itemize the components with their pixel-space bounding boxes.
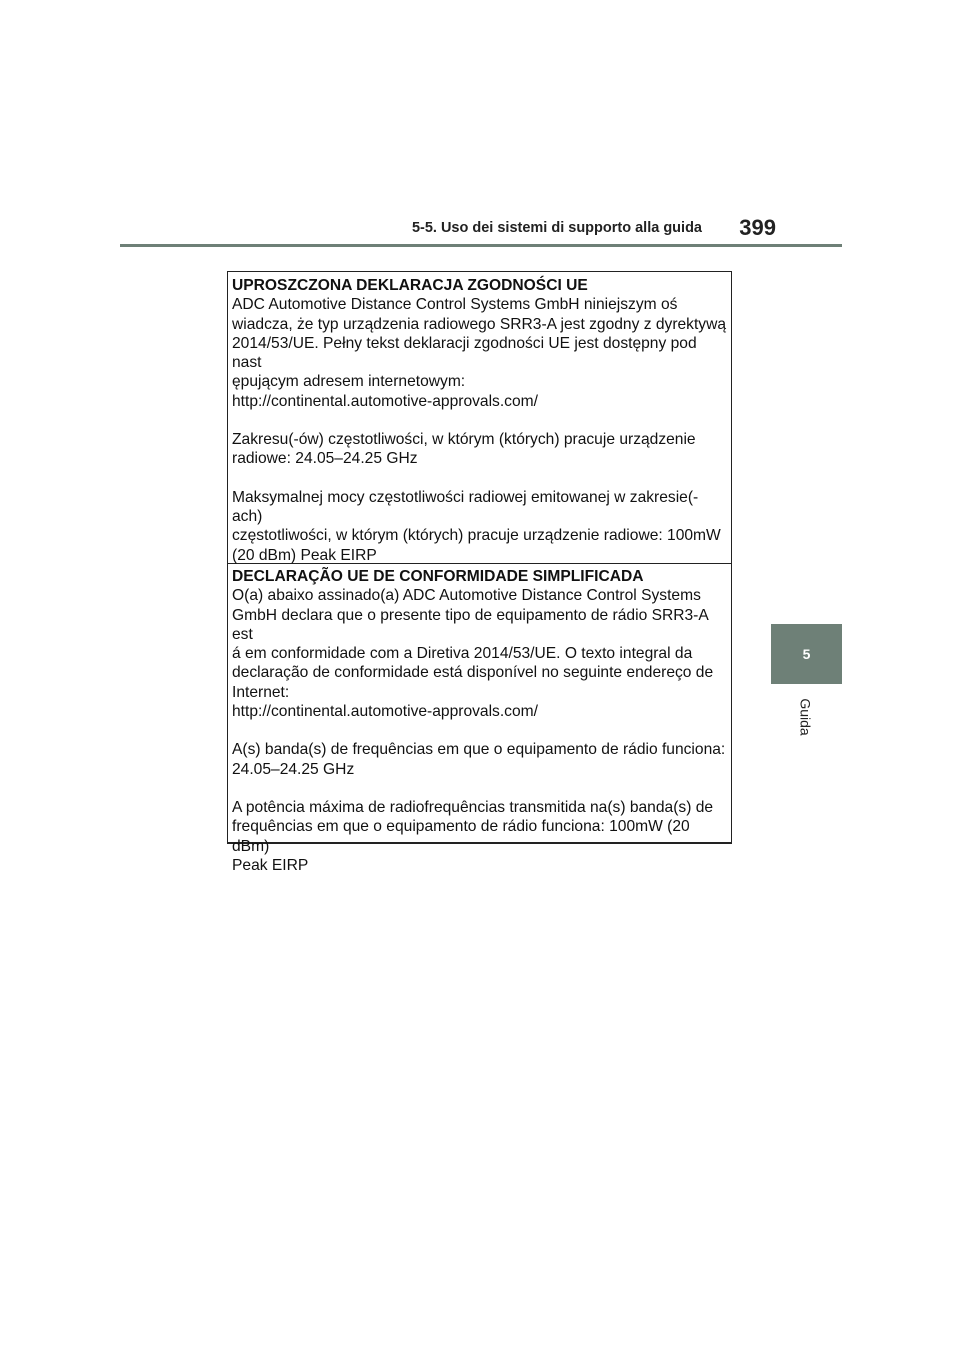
section-title: 5-5. Uso dei sistemi di supporto alla guida (411, 220, 702, 236)
chapter-label: Guida (797, 698, 814, 736)
declaration-paragraph: Maksymalnej mocy częstotliwości radiowej emitowanej w zakresie(-ach) częstotliwości, w którym (których) pracuje urządzenie radiowe: 100mW (20 dBm) Peak EIRP (232, 488, 721, 564)
header-rule (120, 244, 842, 247)
declaration-title: UPROSZCZONA DEKLARACJA ZGODNOŚCI UE (232, 277, 588, 294)
declaration-box-polish (227, 271, 732, 564)
declaration-box-portuguese (227, 563, 732, 874)
declaration-paragraph: A(s) banda(s) de frequências em que o equipamento de rádio funciona: 24.05–24.25 GHz (232, 741, 726, 778)
chapter-label-container (786, 692, 826, 742)
declaration-paragraph: ADC Automotive Distance Control Systems GmbH niniejszym oś wiadcza, że typ urządzenia radiowego SRR3-A jest zgodny z dyrektywą 2014/53/UE. Pełny tekst deklaracji zgodności UE jest dostępny pod nast ępującym adresem internetowym: http://continental.automotive-approvals.com/ (232, 296, 727, 410)
declaration-paragraph: Zakresu(-ów) częstotliwości, w którym (których) pracuje urządzenie radiowe: 24.05–24.25 GHz (232, 431, 696, 468)
declaration-paragraph: O(a) abaixo assinado(a) ADC Automotive Distance Control Systems GmbH declara que o presente tipo de equipamento de rádio SRR3-A est á em conformidade com a Diretiva 2014/53/UE. O texto integral da declaração de conformidade está disponível no seguinte endereço de Internet: http://continental.automotive-approvals.com/ (232, 587, 714, 721)
chapter-number: 5 (802, 646, 811, 662)
declaration-title: DECLARAÇÃO UE DE CONFORMIDADE SIMPLIFICADA (232, 568, 644, 585)
declaration-paragraph: A potência máxima de radiofrequências transmitida na(s) banda(s) de frequências em que o equipamento de rádio funciona: 100mW (20 dBm) Peak EIRP (232, 798, 714, 874)
page-header (120, 214, 842, 248)
page-number: 399 (739, 215, 776, 240)
chapter-tab[interactable] (771, 624, 842, 684)
